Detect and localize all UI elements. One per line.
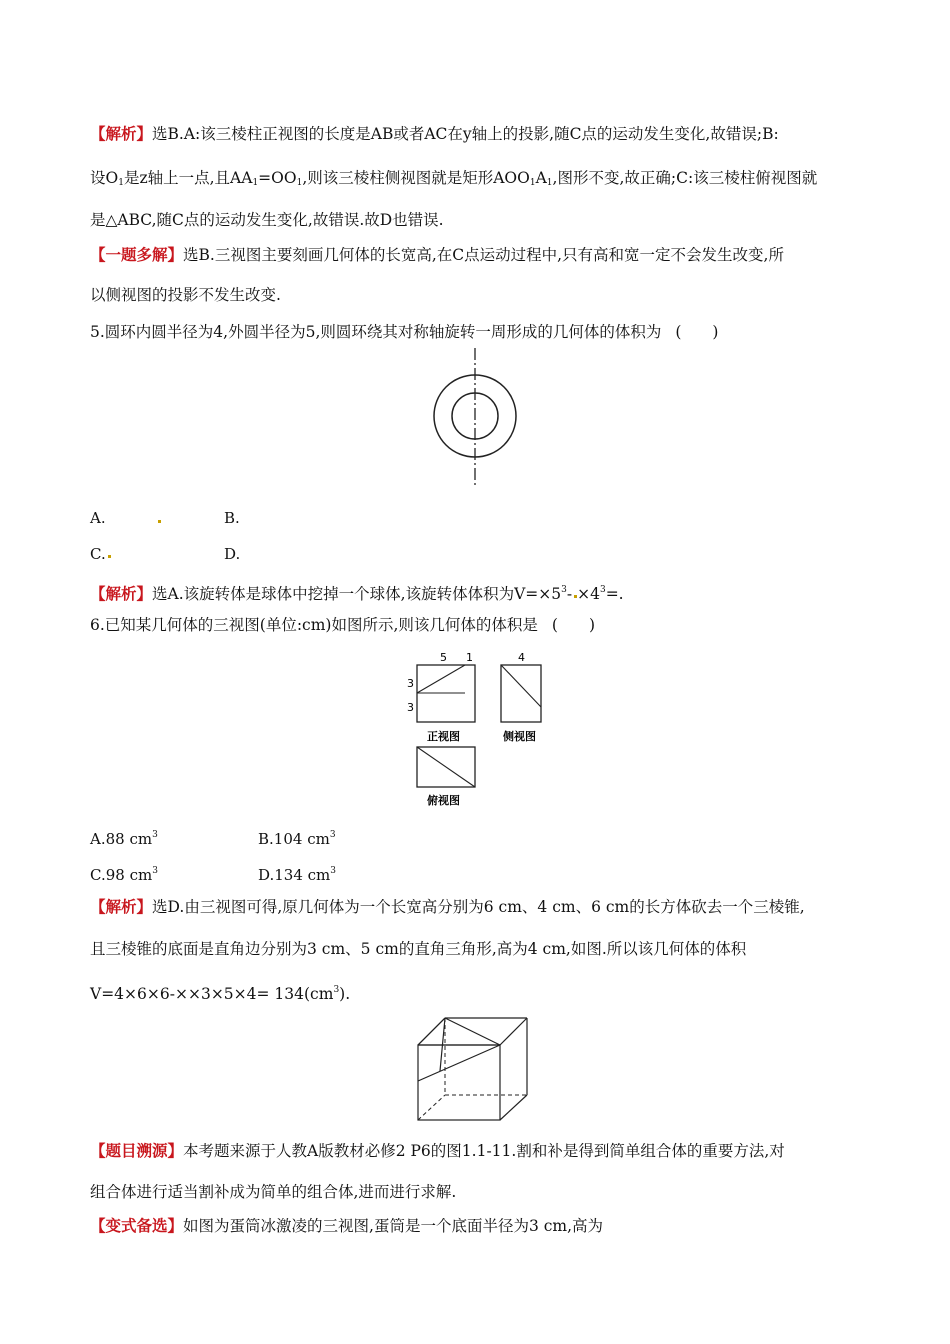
formula-placeholder (108, 555, 111, 558)
dim-top-5: 5 (440, 651, 447, 664)
cut-line (418, 1018, 445, 1045)
three-views-figure (400, 645, 580, 810)
front-view-line-d (417, 665, 465, 693)
formula-placeholder (158, 520, 161, 523)
analysis-tag: 【解析】 (90, 897, 153, 916)
side-view-diagonal (501, 665, 541, 707)
cuboid-edge (500, 1095, 527, 1120)
q6-option-b: B.104 $cm^3$ (258, 830, 336, 848)
side-view-rect (501, 665, 541, 722)
top-view-label: 俯视图 (427, 794, 460, 807)
dim-left-3a: 3 (407, 677, 414, 690)
q6-option-c: C.98 $cm^3$ (90, 866, 158, 884)
source-line-1: 【题目溯源】本考题来源于人教A版教材必修2 P6的图1.1-11.割和补是得到简单组合体的重要方法,对 (90, 1141, 785, 1160)
alt-solution-tag: 【一题多解】 (90, 245, 184, 264)
q6-option-d: D.134 $cm^3$ (258, 866, 337, 884)
analysis-tag: 【解析】 (90, 584, 153, 603)
variant-line-1: 【变式备选】如图为蛋筒冰激凌的三视图,蛋筒是一个底面半径为3 cm,高为 (90, 1216, 604, 1235)
analysis-line-2: 设$O_1$是z轴上一点,且$AA_1=OO_1$,则该三棱柱侧视图就是矩形$AOO_1A_1$,图形不变,故正确;C:该三棱柱俯视图就 (90, 169, 818, 188)
q6-option-a: A.88 $cm^3$ (90, 830, 158, 848)
alt-solution-line-1: 【一题多解】选B.三视图主要刻画几何体的长宽高,在C点运动过程中,只有高和宽一定不会发生改变,所 (90, 245, 784, 264)
analysis-line-1: 【解析】选B.A:该三棱柱正视图的长度是AB或者AC在y轴上的投影,随C点的运动发生变化,故错误;B: (90, 124, 779, 143)
answer-6-line-2: 且三棱锥的底面是直角边分别为3 cm、5 cm的直角三角形,高为4 cm,如图.所以该几何体的体积 (90, 940, 747, 958)
cuboid-edge (500, 1018, 527, 1045)
dim-left-3b: 3 (407, 701, 414, 714)
dim-side-4: 4 (518, 651, 525, 664)
question-6: 6.已知某几何体的三视图(单位:cm)如图所示,则该几何体的体积是 ( ) (90, 616, 596, 634)
alt-solution-line-2: 以侧视图的投影不发生改变. (90, 286, 281, 304)
analysis-tag: 【解析】 (90, 124, 153, 143)
ring-figure (420, 348, 530, 488)
cut-line (445, 1018, 500, 1045)
answer-6-line-1: 【解析】选D.由三视图可得,原几何体为一个长宽高分别为6 cm、4 cm、6 cm的长方体砍去一个三棱锥, (90, 897, 805, 916)
dim-top-1: 1 (466, 651, 473, 664)
cuboid-hidden-edge (418, 1095, 445, 1120)
answer-5: 【解析】选A.该旋转体是球体中挖掉一个球体,该旋转体体积为$V=\times 5^3- \times 4^3=$. (90, 584, 624, 603)
answer-6-line-3: $V=4\times 6\times 6-\times\times 3\times 5\times 4= 134(cm^3)$. (90, 985, 351, 1003)
q5-option-a: A. (90, 509, 106, 527)
front-view-label: 正视图 (427, 730, 460, 743)
cut-line (418, 1045, 500, 1081)
source-tag: 【题目溯源】 (90, 1141, 184, 1160)
side-view-label: 侧视图 (503, 730, 536, 743)
cuboid-figure (410, 1015, 540, 1125)
q5-option-d: D. (224, 545, 241, 563)
source-line-2: 组合体进行适当割补成为简单的组合体,进而进行求解. (90, 1183, 457, 1201)
variant-tag: 【变式备选】 (90, 1216, 184, 1235)
question-5: 5.圆环内圆半径为4,外圆半径为5,则圆环绕其对称轴旋转一周形成的几何体的体积为 ( ) (90, 323, 719, 341)
q5-option-c: C. (90, 544, 111, 564)
q5-option-b: B. (224, 509, 240, 527)
analysis-line-3: 是△ABC,随C点的运动发生变化,故错误.故D也错误. (90, 211, 444, 229)
top-view-diagonal (417, 747, 475, 787)
